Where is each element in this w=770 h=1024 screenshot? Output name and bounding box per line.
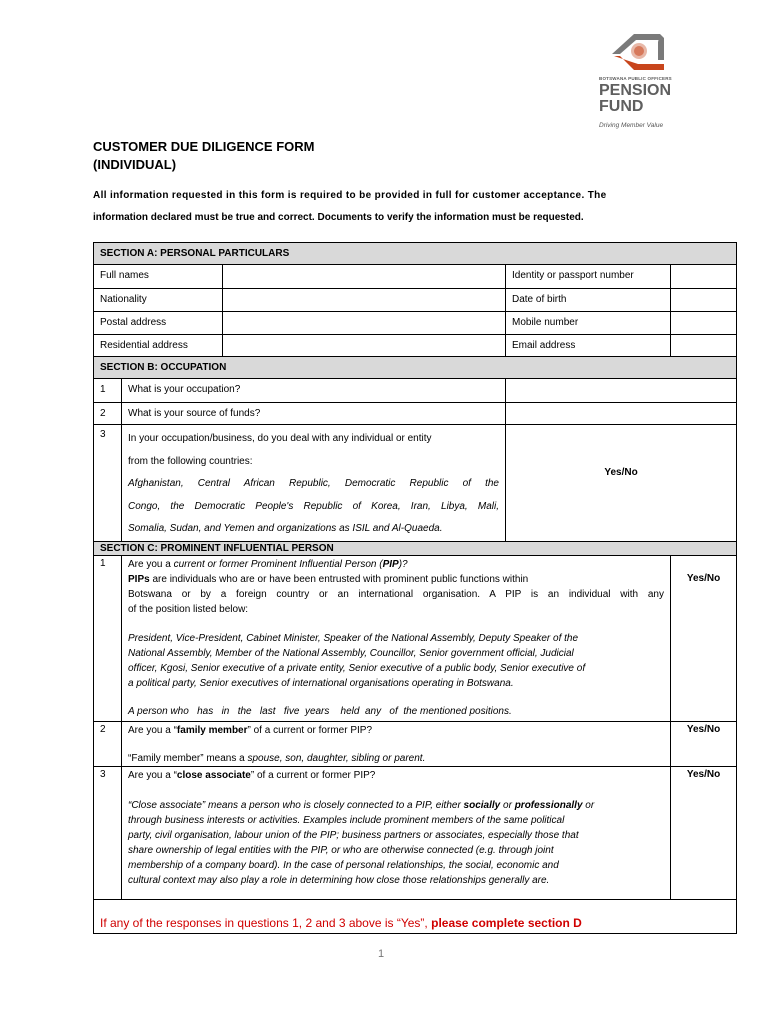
b-q2-number: 2 [94, 403, 122, 425]
b-q3-line1: In your occupation/business, do you deal with any individual or entity [128, 433, 432, 444]
b-q1-number: 1 [94, 379, 122, 403]
id-passport-field[interactable] [671, 265, 737, 289]
residential-label: Residential address [94, 335, 223, 357]
c-q2-number: 2 [94, 721, 122, 766]
full-names-label: Full names [94, 265, 223, 289]
nationality-label: Nationality [94, 289, 223, 312]
nationality-field[interactable] [223, 289, 506, 312]
source-of-funds-field[interactable] [506, 403, 737, 425]
b-q3-yes-no[interactable]: Yes/No [506, 425, 737, 542]
mobile-label: Mobile number [506, 312, 671, 335]
form-title-line2: (INDIVIDUAL) [93, 157, 177, 172]
c-q1-def2: Botswana or by a foreign country or an international organisation. A PIP is an individual with any [128, 588, 664, 600]
c-q1-list3: officer, Kgosi, Senior executive of a private entity, Senior executive of a public body, Senior executive of [128, 662, 586, 674]
c-q3-number: 3 [94, 766, 122, 899]
c-q3-question: Are you a “close associate” of a current or former PIP? [128, 769, 376, 781]
c-q3-yes-no[interactable]: Yes/No [671, 766, 737, 899]
c-q2-text [122, 721, 671, 766]
dob-field[interactable] [671, 289, 737, 312]
b-q3-line5: Somalia, Sudan, and Yemen and organizations as ISIL and Al-Quaeda. [128, 523, 443, 534]
section-b-heading: SECTION B: OCCUPATION [94, 357, 737, 379]
c-q1-list4: a political party, Senior executives of international organisations operating in Botswana. [128, 677, 514, 689]
full-names-field[interactable] [223, 265, 506, 289]
c-q2-yes-no[interactable]: Yes/No [671, 721, 737, 766]
logo-org-text: BOTSWANA PUBLIC OFFICERS [599, 76, 672, 81]
c-q3-def2: through business interests or activities. Examples include prominent members of the same political [128, 814, 565, 826]
c-q1-question: Are you a current or former Prominent Influential Person (PIP)? [128, 558, 408, 570]
c-q1-list2: National Assembly, Member of the National Assembly, Councillor, Senior government official, Judicial [128, 647, 574, 659]
b-q1-text: What is your occupation? [122, 379, 506, 403]
due-diligence-table [93, 242, 737, 934]
occupation-field[interactable] [506, 379, 737, 403]
pension-fund-logo [594, 26, 684, 136]
b-q2-text: What is your source of funds? [122, 403, 506, 425]
c-q3-def5: membership of a company board). In the case of personal relationships, the social, economic and [128, 859, 559, 871]
c-q1-yes-no[interactable]: Yes/No [671, 555, 737, 721]
c-q1-list1: President, Vice-President, Cabinet Minister, Speaker of the National Assembly, Deputy Speaker of the [128, 632, 579, 644]
complete-section-d-note: If any of the responses in questions 1, 2 and 3 above is “Yes”, please complete section D [94, 899, 737, 933]
c-q2-def: “Family member” means a spouse, son, daughter, sibling or parent. [128, 752, 426, 764]
c-q1-number: 1 [94, 555, 122, 721]
c-q1-last: A person who has in the last five years held any of the mentioned positions. [128, 705, 512, 717]
email-field[interactable] [671, 335, 737, 357]
c-q1-text [122, 555, 671, 721]
logo-mark-icon [594, 26, 684, 74]
b-q3-line3: Afghanistan, Central African Republic, Democratic Republic of the [128, 478, 499, 489]
c-q3-def4: share ownership of legal entities with the PIP, or who are otherwise connected (e.g. through joint [128, 844, 554, 856]
mobile-field[interactable] [671, 312, 737, 335]
b-q3-number: 3 [94, 425, 122, 542]
section-c-heading: SECTION C: PROMINENT INFLUENTIAL PERSON [94, 541, 737, 555]
section-a-heading: SECTION A: PERSONAL PARTICULARS [94, 243, 737, 265]
dob-label: Date of birth [506, 289, 671, 312]
b-q3-line4: Congo, the Democratic People's Republic of Korea, Iran, Libya, Mali, [128, 500, 499, 512]
c-q1-def1: PIPs are individuals who are or have been entrusted with prominent public functions within [128, 573, 529, 585]
logo-word-pension: PENSION [599, 82, 672, 99]
residential-field[interactable] [223, 335, 506, 357]
page-number: 1 [378, 948, 385, 960]
c-q3-def6: cultural context may also play a role in determining how close those relationships generally are. [128, 874, 550, 886]
c-q3-def3: party, civil organisation, labour union of the PIP; business partners or associates, especially those that [128, 829, 579, 841]
intro-line1: All information requested in this form is required to be provided in full for customer acceptance. The [93, 190, 607, 201]
id-passport-label: Identity or passport number [506, 265, 671, 289]
postal-field[interactable] [223, 312, 506, 335]
intro-line2: information declared must be true and correct. Documents to verify the information must be requested. [93, 212, 584, 223]
form-title-line1: CUSTOMER DUE DILIGENCE FORM [93, 139, 315, 154]
b-q3-text [122, 425, 506, 542]
c-q1-def3: of the position listed below: [128, 603, 249, 615]
postal-label: Postal address [94, 312, 223, 335]
c-q3-def1: “Close associate” means a person who is closely connected to a PIP, either socially or professionally or [128, 799, 595, 811]
b-q3-line2: from the following countries: [128, 455, 253, 467]
c-q3-text [122, 766, 671, 899]
logo-tagline: Driving Member Value [599, 122, 664, 129]
email-label: Email address [506, 335, 671, 357]
c-q2-question: Are you a “family member” of a current or former PIP? [128, 724, 373, 736]
logo-word-fund: FUND [599, 98, 644, 115]
